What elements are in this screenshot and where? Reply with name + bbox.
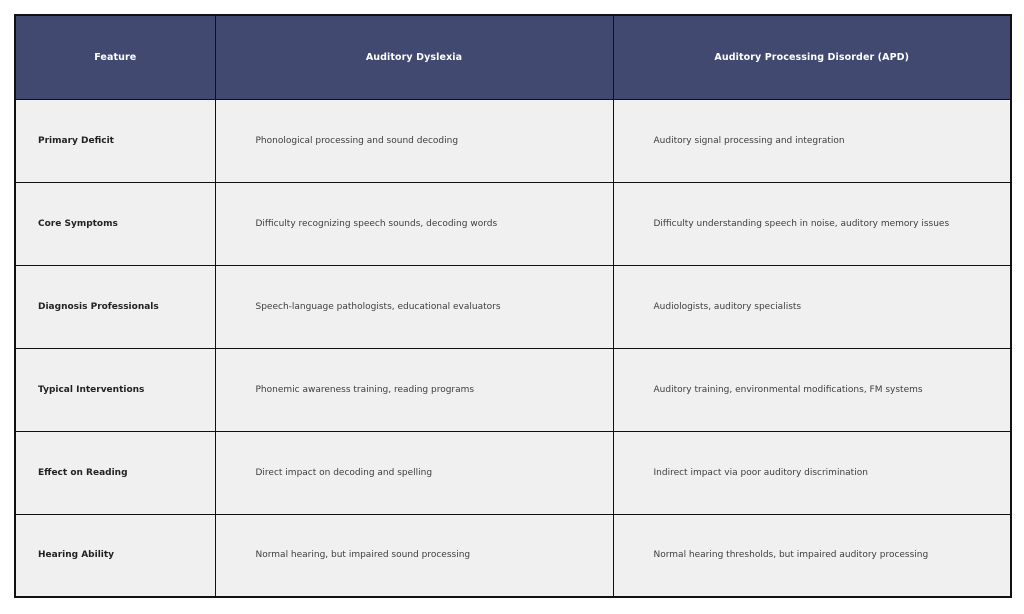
apd-value: Difficulty understanding speech in noise, auditory memory issues [613,182,1011,265]
dyslexia-value: Phonemic awareness training, reading programs [215,348,613,431]
table-row-diagnosis-professionals [15,265,1011,348]
feature-label: Primary Deficit [15,99,215,182]
apd-value: Audiologists, auditory specialists [613,265,1011,348]
column-header-apd: Auditory Processing Disorder (APD) [613,15,1011,99]
feature-label: Diagnosis Professionals [15,265,215,348]
header-row [15,15,1011,99]
feature-label: Hearing Ability [15,514,215,597]
feature-label: Effect on Reading [15,431,215,514]
table-row-effect-on-reading [15,431,1011,514]
dyslexia-value: Direct impact on decoding and spelling [215,431,613,514]
comparison-table [14,14,1012,598]
feature-label: Core Symptoms [15,182,215,265]
table-row-primary-deficit [15,99,1011,182]
apd-value: Normal hearing thresholds, but impaired auditory processing [613,514,1011,597]
table-body [15,99,1011,597]
column-header-feature: Feature [15,15,215,99]
apd-value: Auditory training, environmental modifications, FM systems [613,348,1011,431]
feature-label: Typical Interventions [15,348,215,431]
dyslexia-value: Normal hearing, but impaired sound processing [215,514,613,597]
table-header [15,15,1011,99]
dyslexia-value: Speech-language pathologists, educational evaluators [215,265,613,348]
dyslexia-value: Difficulty recognizing speech sounds, decoding words [215,182,613,265]
apd-value: Indirect impact via poor auditory discrimination [613,431,1011,514]
dyslexia-value: Phonological processing and sound decoding [215,99,613,182]
table-row-typical-interventions [15,348,1011,431]
apd-value: Auditory signal processing and integration [613,99,1011,182]
table-row-core-symptoms [15,182,1011,265]
column-header-auditory-dyslexia: Auditory Dyslexia [215,15,613,99]
table-row-hearing-ability [15,514,1011,597]
